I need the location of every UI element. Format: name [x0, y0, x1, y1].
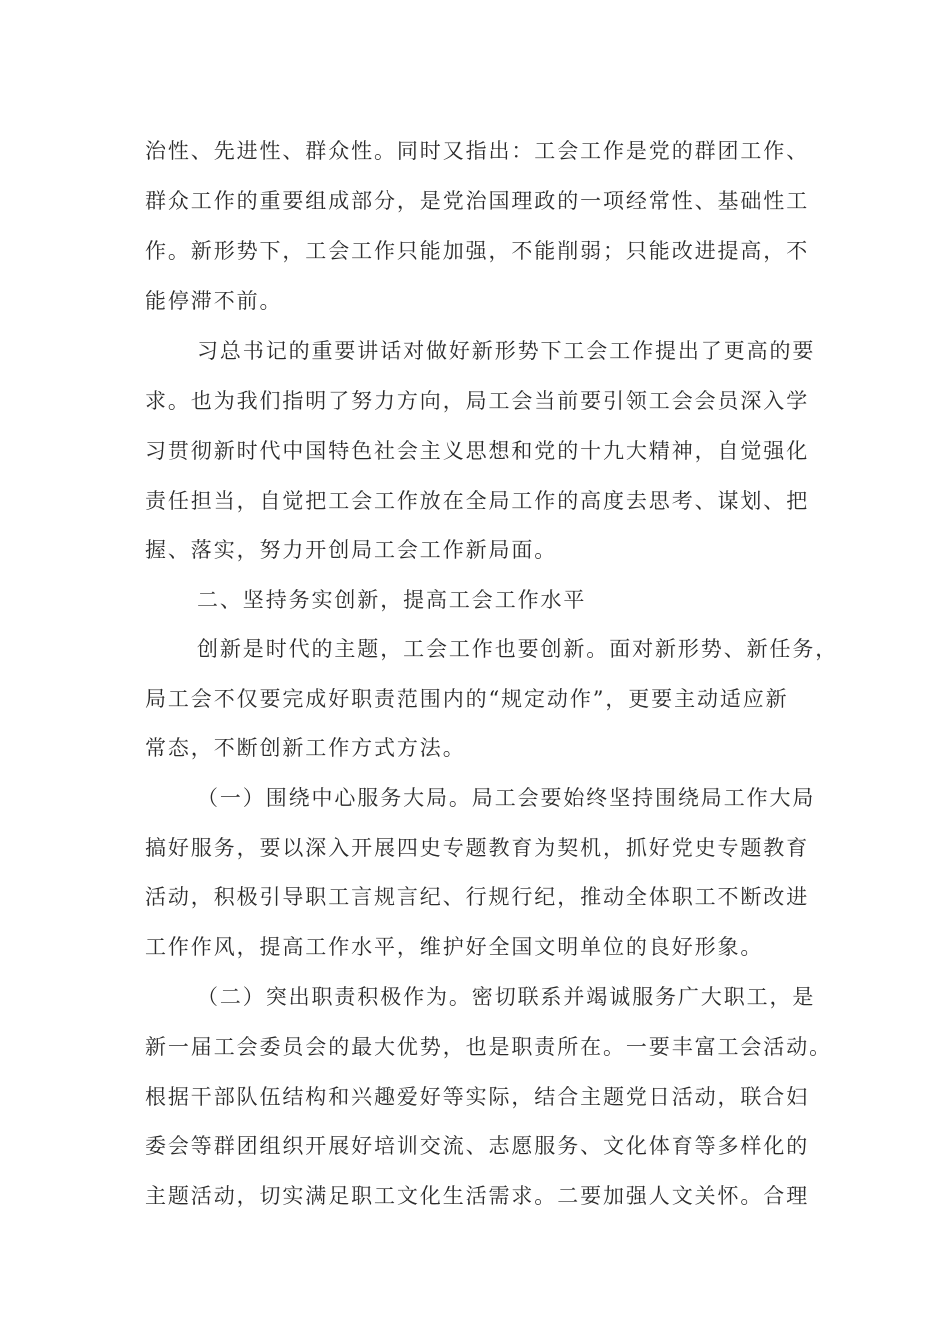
paragraph-1-line-4: 能停滞不前。 [145, 289, 283, 313]
paragraph-2-line-4: 责任担当，自觉把工会工作放在全局工作的高度去思考、谋划、把 [145, 489, 810, 513]
paragraph-4-line-1: （一）围绕中心服务大局。局工会要始终坚持围绕局工作大局 [197, 786, 816, 810]
paragraph-5-line-2: 新一届工会委员会的最大优势，也是职责所在。一要丰富工会活动。 [145, 1035, 832, 1059]
paragraph-2-line-1: 习总书记的重要讲话对做好新形势下工会工作提出了更高的要 [197, 339, 816, 363]
paragraph-3-line-2: 局工会不仅要完成好职责范围内的“规定动作”，更要主动适应新 [145, 687, 789, 711]
section-heading: 二、坚持务实创新，提高工会工作水平 [197, 588, 587, 612]
paragraph-1-line-3: 作。新形势下，工会工作只能加强，不能削弱；只能改进提高，不 [145, 239, 810, 263]
paragraph-5-line-5: 主题活动，切实满足职工文化生活需求。二要加强人文关怀。合理 [145, 1184, 810, 1208]
paragraph-1-line-1: 治性、先进性、群众性。同时又指出：工会工作是党的群团工作、 [145, 139, 810, 163]
paragraph-5-line-1: （二）突出职责积极作为。密切联系并竭诚服务广大职工，是 [197, 985, 816, 1009]
paragraph-3-line-3: 常态，不断创新工作方式方法。 [145, 736, 466, 760]
paragraph-2-line-2: 求。也为我们指明了努力方向，局工会当前要引领工会会员深入学 [145, 389, 810, 413]
paragraph-5-line-4: 委会等群团组织开展好培训交流、志愿服务、文化体育等多样化的 [145, 1134, 810, 1158]
paragraph-4-line-4: 工作作风，提高工作水平，维护好全国文明单位的良好形象。 [145, 935, 764, 959]
paragraph-5-line-3: 根据干部队伍结构和兴趣爱好等实际，结合主题党日活动，联合妇 [145, 1085, 810, 1109]
paragraph-1-line-2: 群众工作的重要组成部分，是党治国理政的一项经常性、基础性工 [145, 189, 810, 213]
paragraph-2-line-5: 握、落实，努力开创局工会工作新局面。 [145, 538, 558, 562]
paragraph-4-line-3: 活动，积极引导职工言规言纪、行规行纪，推动全体职工不断改进 [145, 885, 810, 909]
paragraph-3-line-1: 创新是时代的主题，工会工作也要创新。面对新形势、新任务， [197, 637, 839, 661]
paragraph-4-line-2: 搞好服务，要以深入开展四史专题教育为契机，抓好党史专题教育 [145, 836, 810, 860]
paragraph-2-line-3: 习贯彻新时代中国特色社会主义思想和党的十九大精神，自觉强化 [145, 439, 810, 463]
